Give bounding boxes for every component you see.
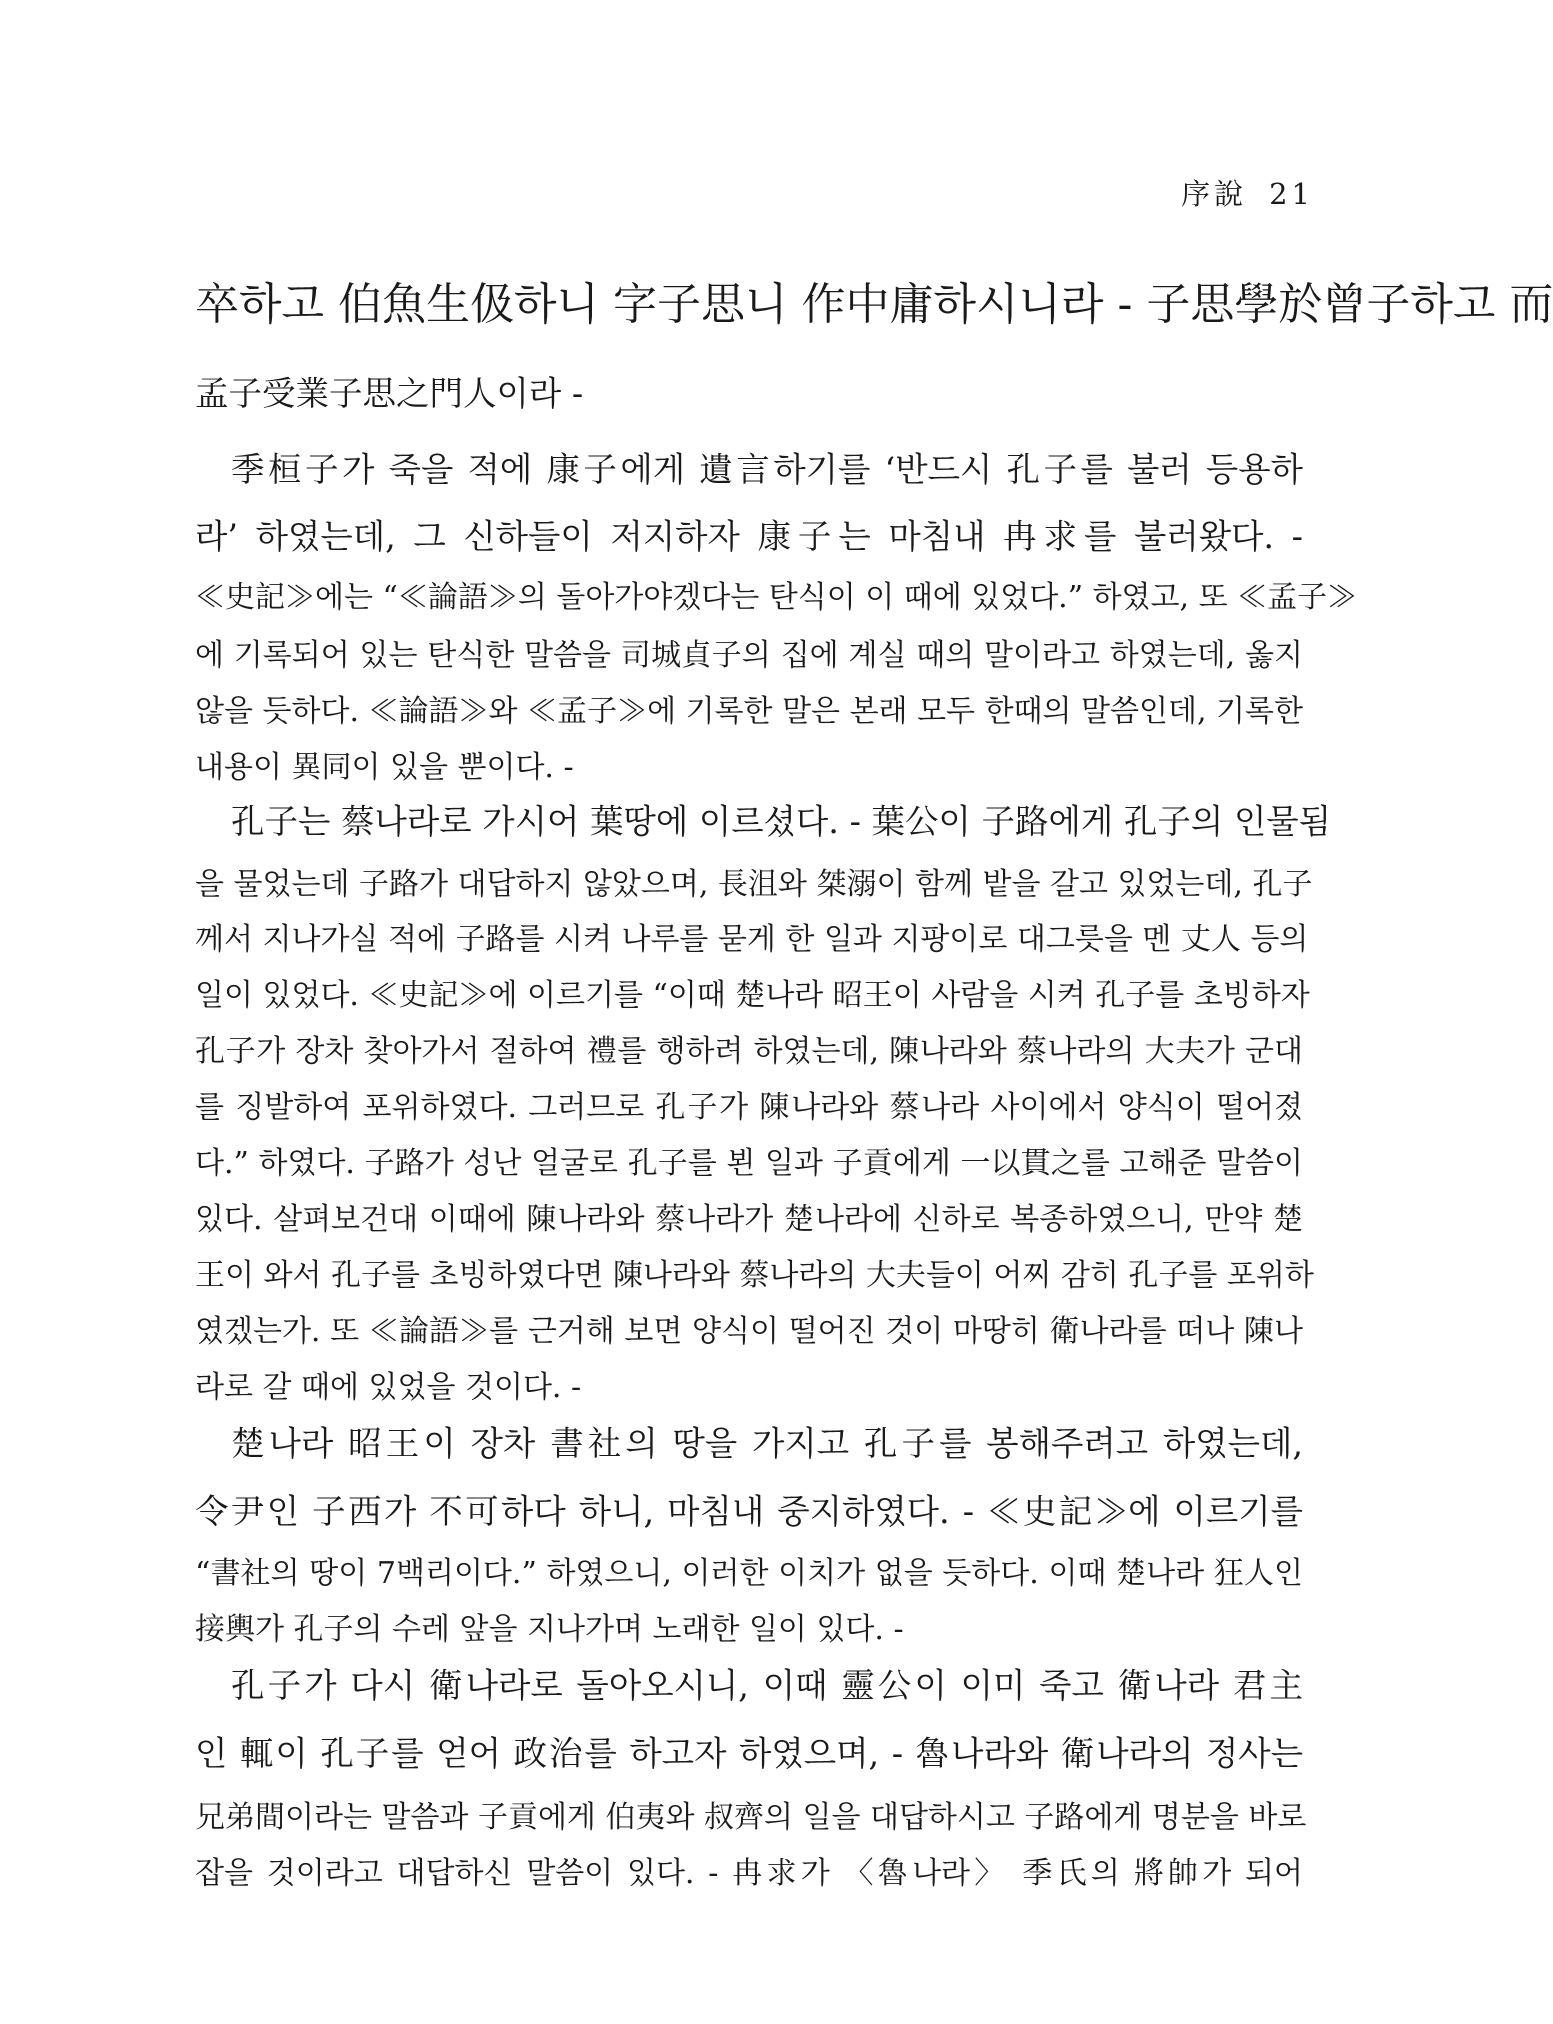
paragraph-line: 였겠는가. 또 ≪論語≫를 근거해 보면 양식이 떨어진 것이 마땅히 衛나라를 떠나 陳나 [195, 1314, 1303, 1349]
paragraph-line: ≪史記≫에는 “≪論語≫의 돌아가야겠다는 탄식이 이 때에 있었다.” 하였고, 또 ≪孟子≫ [195, 580, 1358, 615]
classic-text-line: 卒하고 伯魚生伋하니 字子思니 作中庸하시니라 - 子思學於曾子하고 而 [195, 279, 1553, 330]
paragraph-line: 孔子가 장차 찾아가서 절하여 禮를 행하려 하였는데, 陳나라와 蔡나라의 大夫가 군대 [195, 1034, 1303, 1069]
paragraph-line: 楚나라 昭王이 장차 書社의 땅을 가지고 孔子를 봉해주려고 하였는데, [231, 1424, 1303, 1463]
paragraph-line: 다.” 하였다. 子路가 성난 얼굴로 孔子를 뵌 일과 子貢에게 一以貫之를 고해준 말씀이 [195, 1146, 1303, 1181]
paragraph-line: 兄弟間이라는 말씀과 子貢에게 伯夷와 叔齊의 일을 대답하시고 子路에게 명분을 바로 [195, 1800, 1307, 1835]
paragraph-line: 에 기록되어 있는 탄식한 말씀을 司城貞子의 집에 계실 때의 말이라고 하였는데, 옳지 [195, 638, 1303, 673]
running-header [1181, 172, 1314, 213]
paragraph-line: 季桓子가 죽을 적에 康子에게 遺言하기를 ‘반드시 孔子를 불러 등용하 [231, 450, 1303, 489]
paragraph-line: 을 물었는데 子路가 대답하지 않았으며, 長沮와 桀溺이 함께 밭을 갈고 있었는데, 孔子 [195, 867, 1313, 902]
paragraph-line: 王이 와서 孔子를 초빙하였다면 陳나라와 蔡나라의 大夫들이 어찌 감히 孔子를 포위하 [195, 1258, 1314, 1293]
paragraph-line: 께서 지나가실 적에 子路를 시켜 나루를 묻게 한 일과 지팡이로 대그릇을 멘 丈人 등의 [195, 922, 1309, 957]
paragraph-line: 라’ 하였는데, 그 신하들이 저지하자 康子는 마침내 冉求를 불러왔다. - [195, 517, 1303, 556]
section-title: 序說 [1181, 177, 1248, 211]
paragraph-line: 孔子는 蔡나라로 가시어 葉땅에 이르셨다. - 葉公이 子路에게 孔子의 인물됨 [231, 802, 1332, 841]
paragraph-line: 일이 있었다. ≪史記≫에 이르기를 “이때 楚나라 昭王이 사람을 시켜 孔子를 초빙하자 [195, 978, 1310, 1013]
page-number: 21 [1269, 177, 1314, 211]
paragraph-line: 令尹인 子西가 不可하다 하니, 마침내 중지하였다. - ≪史記≫에 이르기를 [195, 1492, 1303, 1531]
paragraph-line: 않을 듯하다. ≪論語≫와 ≪孟子≫에 기록한 말은 본래 모두 한때의 말씀인데, 기록한 [195, 694, 1303, 729]
classic-text-line: 孟子受業子思之門人이라 - [195, 374, 584, 413]
paragraph-line: “書社의 땅이 7백리이다.” 하였으니, 이러한 이치가 없을 듯하다. 이때 楚나라 狂人인 [195, 1556, 1303, 1591]
paragraph-line: 인 輒이 孔子를 얻어 政治를 하고자 하였으며, - 魯나라와 衛나라의 정사는 [195, 1734, 1303, 1773]
paragraph-line: 있다. 살펴보건대 이때에 陳나라와 蔡나라가 楚나라에 신하로 복종하였으니, 만약 楚 [195, 1202, 1303, 1237]
paragraph-line: 接輿가 孔子의 수레 앞을 지나가며 노래한 일이 있다. - [195, 1612, 904, 1647]
paragraph-line: 孔子가 다시 衛나라로 돌아오시니, 이때 靈公이 이미 죽고 衛나라 君主 [231, 1666, 1303, 1705]
paragraph-line: 잡을 것이라고 대답하신 말씀이 있다. - 冉求가 〈魯나라〉 季氏의 將帥가 되어 [195, 1856, 1303, 1891]
paragraph-line: 를 징발하여 포위하였다. 그러므로 孔子가 陳나라와 蔡나라 사이에서 양식이 떨어졌 [195, 1090, 1303, 1125]
paragraph-line: 내용이 異同이 있을 뿐이다. - [195, 750, 574, 785]
paragraph-line: 라로 갈 때에 있었을 것이다. - [195, 1370, 582, 1405]
